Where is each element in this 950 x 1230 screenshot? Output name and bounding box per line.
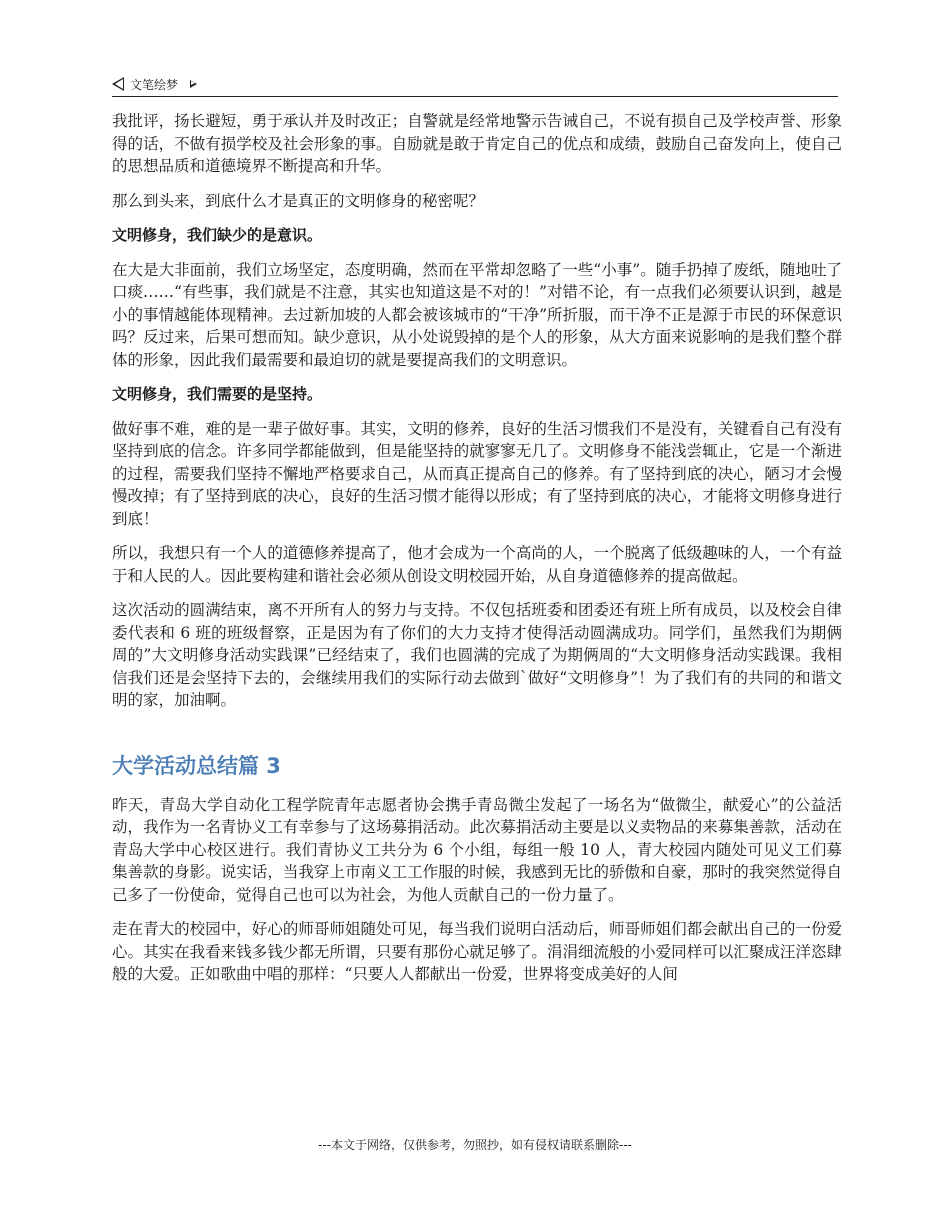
subheading-persistence: 文明修身，我们需要的是坚持。	[112, 385, 323, 403]
right-triangle-icon	[190, 80, 197, 88]
document-body	[112, 110, 842, 998]
paragraph-persistence: 做好事不难，难的是一辈子做好事。其实，文明的修养，良好的生活习惯我们不是没有，关键看自己有没有坚持到底的信念。许多同学都能做到，但是能坚持的就寥寥无几了。文明修身不能浅尝辄止，它是一个渐进的过程，需要我们坚持不懈地严格要求自己，从而真正提高自己的修养。有了坚持到底的决心，陋习才会慢慢改掉；有了坚持到底的决心，良好的生活习惯才能得以形成；有了坚持到底的决心，才能将文明修身进行到底！	[112, 419, 842, 528]
page-footer: ---本文于网络，仅供参考，勿照抄，如有侵权请联系删除---	[318, 1138, 632, 1152]
left-triangle-icon	[112, 77, 124, 91]
paragraph-1: 我批评，扬长避短，勇于承认并及时改正；自警就是经常地警示告诫自己，不说有损自己及学校声誉、形象得的话，不做有损学校及社会形象的事。自励就是敢于肯定自己的优点和成绩，鼓励自己奋发向上，使自己的思想品质和道德境界不断提高和升华。	[112, 112, 842, 175]
section-title: 大学活动总结篇 3	[112, 753, 281, 778]
header-title: 文笔绘梦	[130, 77, 179, 92]
paragraph-section3-1: 昨天，青岛大学自动化工程学院青年志愿者协会携手青岛微尘发起了一场名为“做微尘，献爱心”的公益活动，我作为一名青协义工有幸参与了这场募捐活动。此次募捐活动主要是以义卖物品的来募集善款，活动在青岛大学中心校区进行。我们青协义工共分为 6 个小组，每组一般 10 人，青大校园内随处可见义工们募集善款的身影。说实话，当我穿上市南义工工作服的时候，我感到无比的骄傲和自豪，那时的我突然觉得自己多了一份使命，觉得自己也可以为社会，为他人贡献自己的一份力量了。	[112, 795, 842, 904]
page-header	[112, 72, 838, 97]
paragraph-thanks: 这次活动的圆满结束，离不开所有人的努力与支持。不仅包括班委和团委还有班上所有成员，以及校会自律委代表和 6 班的班级督察，正是因为有了你们的大力支持才使得活动圆满成功。同学们，虽然我们为期俩周的”大文明修身活动实践课”已经结束了，我们也圆满的完成了为期俩周的“大文明修身活动实践课。我相信我们还是会坚持下去的，会继续用我们的实际行动去做到`做好“文明修身”！为了我们有的共同的和谐文明的家，加油啊。	[112, 601, 842, 709]
paragraph-moral: 所以，我想只有一个人的道德修养提高了，他才会成为一个高尚的人，一个脱离了低级趣味的人，一个有益于和人民的人。因此要构建和谐社会必须从创设文明校园开始，从自身道德修养的提高做起。	[112, 544, 842, 585]
paragraph-section3-2: 走在青大的校园中，好心的师哥师姐随处可见，每当我们说明白活动后，师哥师姐们都会献出自己的一份爱心。其实在我看来钱多钱少都无所谓，只要有那份心就足够了。涓涓细流般的小爱同样可以汇聚成汪洋恣肆般的大爱。正如歌曲中唱的那样：“只要人人都献出一份爱，世界将变成美好的人间	[112, 920, 842, 983]
subheading-awareness: 文明修身，我们缺少的是意识。	[112, 226, 323, 244]
paragraph-2: 那么到头来，到底什么才是真正的文明修身的秘密呢？	[112, 191, 485, 210]
paragraph-awareness: 在大是大非面前，我们立场坚定，态度明确，然而在平常却忽略了一些“小事”。随手扔掉了废纸，随地吐了口痰……“有些事，我们就是不注意，其实也知道这是不对的！”对错不论，有一点我们必须要认识到，越是小的事情越能体现精神。去过新加坡的人都会被该城市的“干净”所折服，而干净不正是源于市民的环保意识吗？反过来，后果可想而知。缺少意识，从小处说毁掉的是个人的形象，从大方面来说影响的是我们整个群体的形象，因此我们最需要和最迫切的就是要提高我们的文明意识。	[112, 260, 842, 369]
